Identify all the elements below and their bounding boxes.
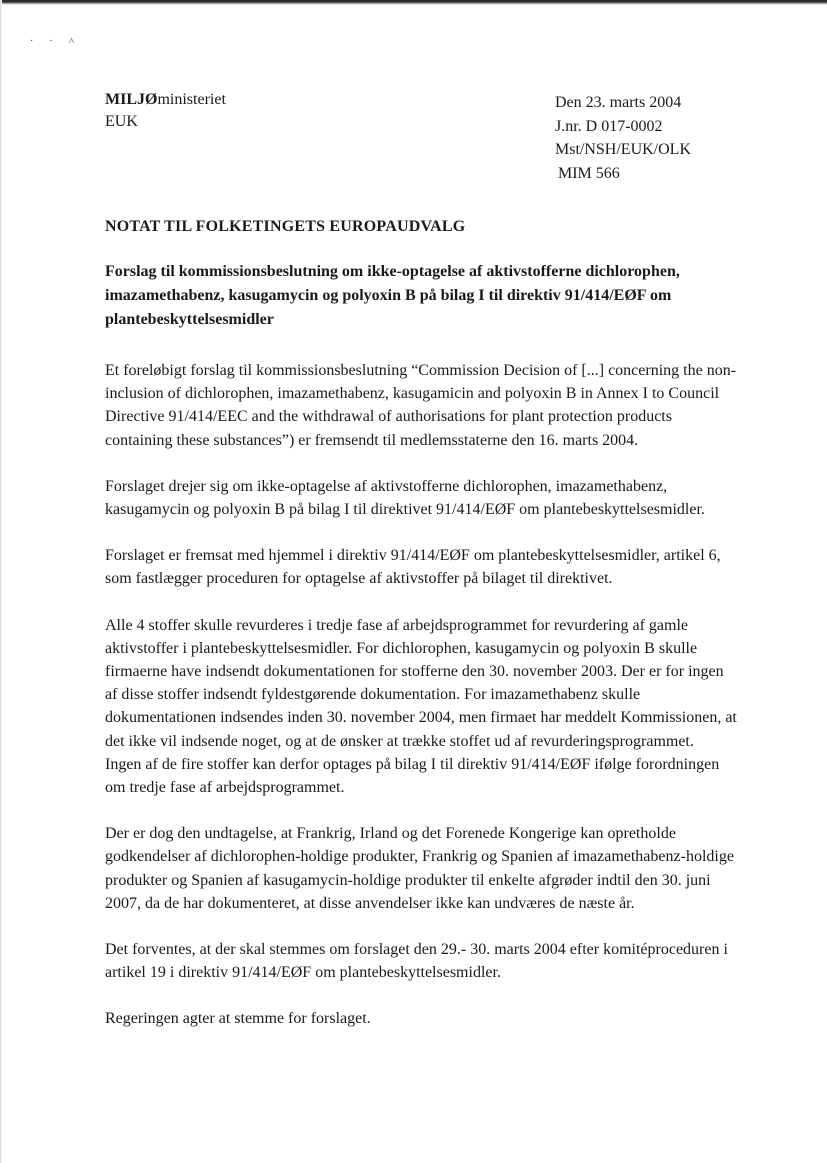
- memo-body: [105, 359, 739, 1054]
- paragraph-government-position: Regeringen agter at stemme for forslaget.: [105, 1010, 371, 1028]
- document-date: Den 23. marts 2004: [555, 94, 682, 111]
- reference-block: [555, 91, 691, 185]
- scan-edge-top: [0, 0, 827, 5]
- paragraph-review-background: Alle 4 stoffer skulle revurderes i tredje fase af arbejdsprogrammet for revurdering af gamle aktivstoffer i plantebeskyttelsesmidler. For dichlorophen, kasugamycin og polyoxin B skulle firmaerne have indsendt dokumentationen for stofferne den 30. november 2003. Der er for ingen af disse stoffer indsendt fyldestgørende dokumentation. For imazamethabenz skulle dokumentationen indsendes inden 30. november 2004, men firmaet har meddelt Kommissionen, at det ikke vil indsende noget, og at de ønsker at trække stoffet ud af revurderingsprogrammet.: [105, 616, 737, 750]
- memo-title: NOTAT TIL FOLKETINGETS EUROPAUDVALG: [105, 218, 466, 235]
- scan-specks: ··˄: [30, 36, 91, 47]
- ministry-name: [105, 89, 226, 111]
- journal-number: J.nr. D 017-0002: [555, 117, 663, 135]
- paragraph-proposal-content: Forslaget drejer sig om ikke-optagelse af aktivstofferne dichlorophen, imazamethabenz, kasugamycin og polyoxin B på bilag I til direktivet 91/414/EØF om plantebeskyttelsesmidler.: [105, 477, 705, 519]
- paragraph-vote: Det forventes, at der skal stemmes om forslaget den 29.- 30. marts 2004 efter komitéproceduren i artikel 19 i direktiv 91/414/EØF om plantebeskyttelsesmidler.: [105, 941, 728, 982]
- reference-code: Mst/NSH/EUK/OLK: [555, 141, 692, 158]
- ministry-name-rest: ministeriet: [157, 91, 226, 108]
- paragraph-proposal-sent: Et foreløbigt forslag til kommissionsbeslutning “Commission Decision of [...] concerning the non-inclusion of dichlorophen, imazamethabenz, kasugamicin and polyoxin B in Annex I to Council Directive 91/414/EEC and the withdrawal of authorisations for plant protection products containing these substances”) er fremsendt til medlemsstaterne den 16. marts 2004.: [105, 362, 737, 449]
- ministry-name-bold: MILJØ: [105, 91, 158, 108]
- paragraph-no-inclusion: Ingen af de fire stoffer kan derfor optages på bilag I til direktiv 91/414/EØF ifølge forordningen om tredje fase af arbejdsprogrammet.: [105, 755, 720, 797]
- mim-number: MIM 566: [558, 164, 620, 182]
- scan-edge-left: [0, 0, 2, 1163]
- paragraph-legal-basis: Forslaget er fremsat med hjemmel i direktiv 91/414/EØF om plantebeskyttelsesmidler, artikel 6, som fastlægger proceduren for optagelse af aktivstoffer på bilaget til direktivet.: [105, 547, 721, 588]
- paragraph-exceptions: Der er dog den undtagelse, at Frankrig, Irland og det Forenede Kongerige kan opretholde godkendelser af dichlorophen-holdige produkter, Frankrig og Spanien af imazamethabenz-holdige produkter og Spanien af kasugamycin-holdige produkter til enkelte afgrøder indtil den 30. juni 2007, da de har dokumenteret, at disse anvendelser ikke kan undværes de næste år.: [105, 825, 734, 912]
- unit-name: EUK: [105, 113, 138, 130]
- sender-block: [105, 89, 226, 133]
- memo-subject: Forslag til kommissionsbeslutning om ikke-optagelse af aktivstofferne dichlorophen, imazamethabenz, kasugamycin og polyoxin B på bilag I til direktiv 91/414/EØF om plantebeskyttelsesmidler: [105, 263, 680, 328]
